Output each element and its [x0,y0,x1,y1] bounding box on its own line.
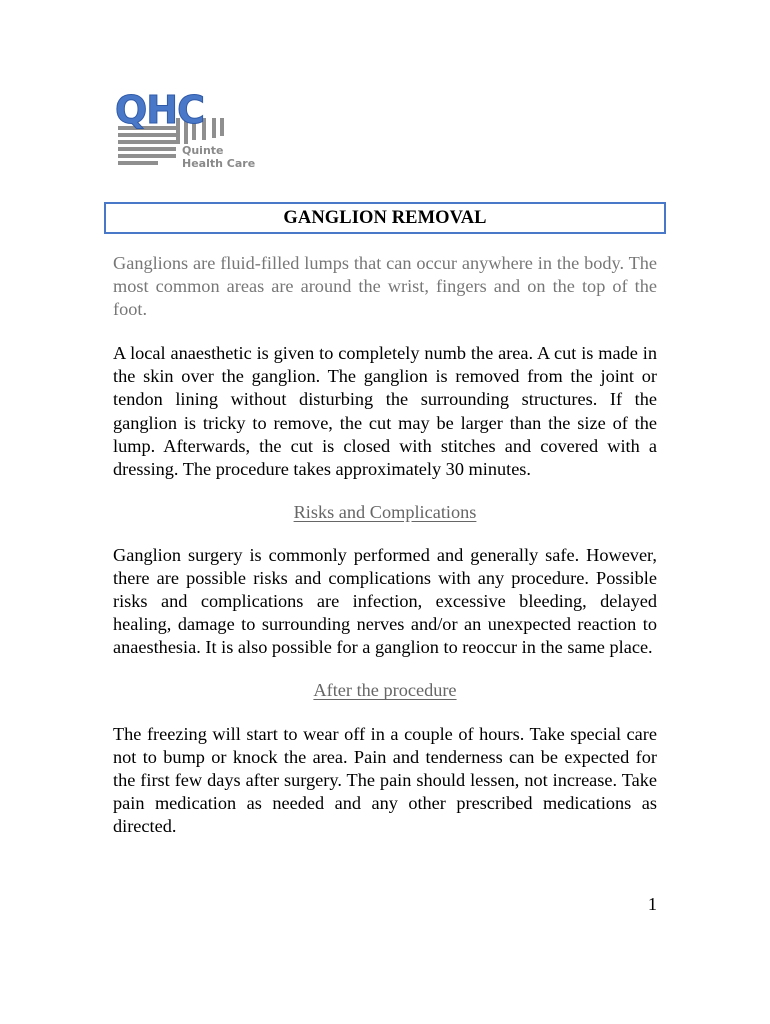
after-paragraph: The freezing will start to wear off in a couple of hours. Take special care not to bump or knock the area. Pain and tenderness can be expected for the first few days after surgery. The pain should lessen, not increase. Take pain medication as needed and any other prescribed medications as directed. [113,723,657,836]
after-heading-text: After the procedure [313,680,457,701]
procedure-paragraph: A local anaesthetic is given to completely numb the area. A cut is made in the skin over the ganglion. The ganglion is removed from the joint or tendon lining without disturbing the surrounding structures. If the ganglion is tricky to remove, the cut may be larger than the size of the lump. Afterwards, the cut is closed with stitches and covered with a dressing. The procedure takes approximately 30 minutes. [113,343,657,479]
intro-paragraph: Ganglions are fluid-filled lumps that can occur anywhere in the body. The most common areas are around the wrist, fingers and on the top of the foot. [113,253,657,320]
logo-line-quinte: Quinte [182,144,224,157]
logo-line-health-care: Health Care [182,157,256,170]
after-heading [113,679,657,702]
risks-heading [113,501,657,524]
page-number: 1 [647,894,657,914]
risks-heading-text: Risks and Complications [293,501,477,522]
document-title: GANGLION REMOVAL [283,207,487,228]
qhc-logo [112,88,272,173]
logo-letters: QHC [115,88,204,132]
qhc-logo-graphic [112,88,272,173]
document-body [113,252,657,858]
document-title-box [104,202,666,234]
risks-paragraph: Ganglion surgery is commonly performed and generally safe. However, there are possible risks and complications with any procedure. Possible risks and complications are infection, excessive bleeding, delayed healing, damage to surrounding nerves and/or an unexpected reaction to anaesthesia. It is also possible for a ganglion to reoccur in the same place. [113,544,657,658]
